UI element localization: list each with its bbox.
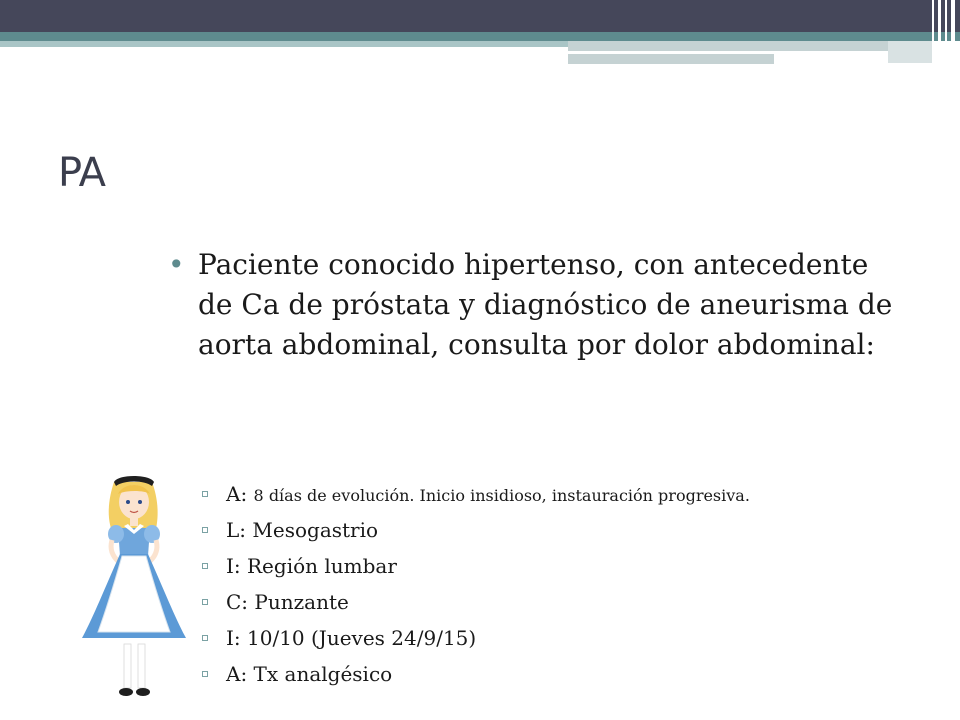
slide-title: PA	[58, 150, 105, 196]
shoe	[119, 688, 133, 696]
sub-bullet-key: I:	[226, 626, 241, 650]
sub-bullet-item	[200, 548, 750, 584]
sub-bullet-item	[200, 620, 750, 656]
header-bar-dark	[0, 0, 960, 32]
square-bullet-icon	[202, 491, 208, 497]
header-stripe	[951, 0, 955, 66]
sub-bullet-key: A:	[226, 482, 248, 506]
sub-bullet-item	[200, 656, 750, 692]
leg	[124, 644, 131, 688]
square-bullet-icon	[202, 635, 208, 641]
header-bar-teal-light	[0, 41, 568, 47]
shoe	[136, 688, 150, 696]
eye	[126, 500, 130, 504]
square-bullet-icon	[202, 527, 208, 533]
header-stripe	[932, 0, 934, 66]
sub-bullet-key: I:	[226, 554, 241, 578]
neck	[130, 518, 138, 526]
header-bar-grey	[888, 41, 934, 63]
sub-bullet-key: L:	[226, 518, 247, 542]
header-stripe	[938, 0, 941, 66]
sub-bullet-value: 8 días de evolución. Inicio insidioso, instauración progresiva.	[253, 486, 750, 505]
sub-bullet-item	[200, 584, 750, 620]
alice-illustration-icon	[78, 470, 190, 702]
sub-bullet-value: Tx analgésico	[253, 662, 393, 686]
sub-bullet-value: Región lumbar	[247, 554, 397, 578]
sub-bullet-list	[200, 476, 750, 692]
sub-bullet-key: A:	[226, 662, 248, 686]
sub-bullet-value: Mesogastrio	[252, 518, 379, 542]
petticoat	[82, 638, 186, 644]
eye	[138, 500, 142, 504]
square-bullet-icon	[202, 599, 208, 605]
main-bullet-text: Paciente conocido hipertenso, con antecedente de Ca de próstata y diagnóstico de aneurisma de aorta abdominal, consulta por dolor abdominal:	[198, 248, 893, 361]
square-bullet-icon	[202, 671, 208, 677]
sub-bullet-item	[200, 476, 750, 512]
header-bar-grey	[568, 54, 774, 64]
leg	[138, 644, 145, 688]
sub-bullet-value: 10/10 (Jueves 24/9/15)	[247, 626, 477, 650]
header-stripe	[945, 0, 947, 66]
sub-bullet-item	[200, 512, 750, 548]
header-bar-grey	[568, 41, 888, 51]
bullet-dot-icon: •	[168, 248, 185, 281]
main-bullet	[168, 245, 908, 365]
sub-bullet-value: Punzante	[254, 590, 349, 614]
header-bar-teal	[0, 32, 960, 41]
square-bullet-icon	[202, 563, 208, 569]
sub-bullet-key: C:	[226, 590, 249, 614]
